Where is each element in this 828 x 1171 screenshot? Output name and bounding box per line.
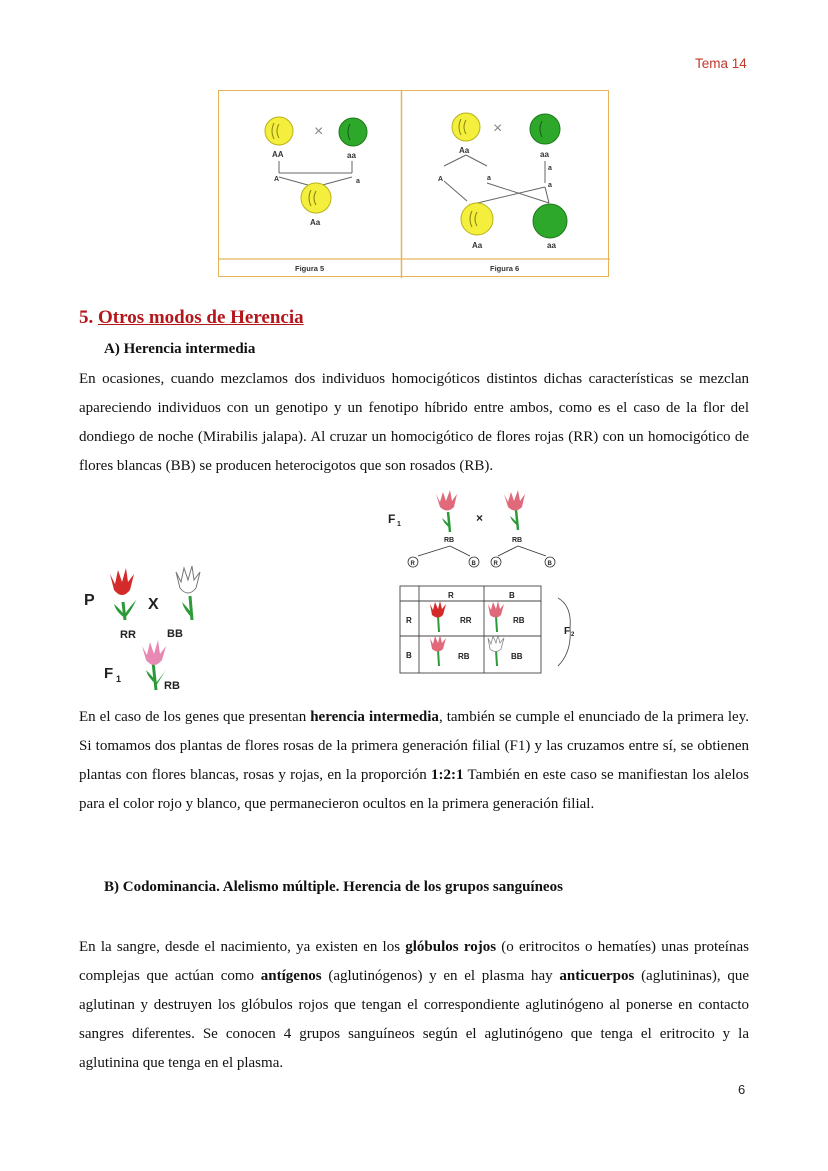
paragraph-blood-groups: En la sangre, desde el nacimiento, ya existen en los glóbulos rojos (o eritrocitos o hematíes) unas proteínas complejas que actúan como antígenos (aglutinógenos) y en el plasma hay anticuerpos (aglutininas), que aglutinan y destruyen los glóbulos rojos que tengan el correspondiente aglutinógeno al ponerse en contacto sangres diferentes. Se conocen 4 grupos sanguíneos según el aglutinógeno que tenga el eritrocito y la aglutinina que tenga en el plasma. bbox=[79, 939, 749, 1071]
bold-term: anticuerpos bbox=[559, 968, 635, 984]
gamete-label: a bbox=[548, 182, 552, 189]
rb-label: RB bbox=[512, 537, 523, 544]
gamete-label: a bbox=[487, 175, 491, 182]
red-flower-icon bbox=[110, 568, 136, 620]
yellow-pea-icon bbox=[452, 113, 480, 141]
cell-genotype: BB bbox=[511, 652, 523, 661]
section-title bbox=[79, 307, 304, 329]
row-header: B bbox=[406, 651, 412, 660]
green-pea-icon bbox=[533, 204, 567, 238]
genotype-aa-upper: AA bbox=[272, 150, 284, 159]
pea-cross-figures bbox=[218, 90, 609, 277]
page-number: 6 bbox=[738, 1082, 746, 1097]
figure-6 bbox=[438, 113, 567, 250]
row-header: R bbox=[406, 616, 412, 625]
column-header: B bbox=[509, 591, 515, 600]
cross-symbol: × bbox=[493, 120, 503, 137]
f1-label: F bbox=[104, 665, 114, 682]
yellow-pea-icon bbox=[265, 117, 293, 145]
green-pea-icon bbox=[339, 118, 367, 146]
header-topic: Tema 14 bbox=[695, 56, 747, 71]
paragraph-first-law: En el caso de los genes que presentan herencia intermedia, también se cumple el enunciado de la primera ley. Si tomamos dos plantas de flores rosas de la primera generación filial (F1) y las cruzamos entre sí, se obtienen plantas con flores blancas, rosas y rojas, en la proporción 1:2:1 También en este caso se manifiestan los alelos para el color rojo y blanco, que permanecieron ocultos en la primera generación filial. bbox=[79, 709, 749, 812]
paragraph-intermediate-inheritance: En ocasiones, cuando mezclamos dos individuos homocigóticos distintos dichas características se mezclan apareciendo individuos con un genotipo y un fenotipo híbrido entre ambos, como es el caso de la flor del dondiego de noche (Mirabilis jalapa). Al cruzar un homocigótico de flores rojas (RR) con un homocigótico de flores blancas (BB) se producen heterocigotos que son rosados (RB). bbox=[79, 371, 749, 474]
offspring-genotype-1: Aa bbox=[472, 241, 483, 250]
figure-5 bbox=[265, 117, 367, 227]
section-title-text: Otros modos de Herencia bbox=[98, 307, 304, 328]
f1-label: F bbox=[388, 512, 396, 526]
pea-cross-diagram bbox=[219, 91, 610, 278]
pink-flower-icon bbox=[142, 640, 166, 690]
cell-genotype: RR bbox=[460, 616, 472, 625]
f1-subscript: 1 bbox=[116, 674, 122, 684]
gamete-label: A bbox=[438, 176, 444, 183]
figure-6-caption: Figura 6 bbox=[490, 264, 520, 273]
gamete-label: a bbox=[548, 165, 552, 172]
bold-term: glóbulos rojos bbox=[405, 939, 497, 955]
cell-genotype: RB bbox=[513, 616, 525, 625]
gamete-label: R bbox=[493, 561, 498, 567]
offspring-genotype-2: aa bbox=[547, 241, 556, 250]
figure-5-caption: Figura 5 bbox=[295, 264, 325, 273]
p-label: P bbox=[84, 592, 95, 609]
pink-flower-icon bbox=[430, 635, 446, 666]
f2-subscript: 2 bbox=[571, 632, 575, 638]
cross-label: X bbox=[148, 596, 159, 613]
flower-cross-p-diagram bbox=[80, 560, 230, 700]
gamete-label: B bbox=[471, 561, 476, 567]
genotype-aa-lower: aa bbox=[347, 151, 356, 160]
column-header: R bbox=[448, 591, 454, 600]
pink-flower-icon bbox=[504, 490, 525, 530]
gamete-a: A bbox=[274, 176, 280, 183]
parent-genotype-1: Aa bbox=[459, 146, 470, 155]
red-flower-icon bbox=[430, 601, 446, 632]
f1-subscript: 1 bbox=[397, 521, 401, 528]
gamete-label: B bbox=[547, 561, 552, 567]
yellow-pea-icon bbox=[301, 183, 331, 213]
parent-genotype-2: aa bbox=[540, 150, 549, 159]
cross-symbol: × bbox=[314, 123, 324, 140]
rb-label: RB bbox=[164, 680, 180, 692]
cell-genotype: RB bbox=[458, 652, 470, 661]
pink-flower-icon bbox=[436, 490, 457, 532]
gamete-a-lower: a bbox=[356, 178, 360, 185]
offspring-genotype: Aa bbox=[310, 218, 321, 227]
flower-f2-punnett-diagram bbox=[386, 488, 596, 680]
bold-term: antígenos bbox=[260, 968, 322, 984]
yellow-pea-icon bbox=[461, 203, 493, 235]
gamete-label: R bbox=[410, 561, 415, 567]
bold-term: herencia intermedia bbox=[310, 709, 439, 725]
ratio: 1:2:1 bbox=[431, 767, 464, 783]
cross-symbol: × bbox=[476, 511, 484, 525]
subheading-a: A) Herencia intermedia bbox=[104, 341, 256, 357]
white-flower-icon bbox=[176, 566, 200, 620]
pink-flower-icon bbox=[488, 601, 504, 632]
f2-label: F bbox=[564, 626, 571, 637]
rr-label: RR bbox=[120, 629, 136, 641]
green-pea-icon bbox=[530, 114, 560, 144]
section-number: 5. bbox=[79, 307, 94, 328]
rb-label: RB bbox=[444, 537, 455, 544]
bb-label: BB bbox=[167, 628, 183, 640]
subheading-b: B) Codominancia. Alelismo múltiple. Herencia de los grupos sanguíneos bbox=[104, 879, 563, 895]
white-flower-icon bbox=[488, 635, 504, 666]
